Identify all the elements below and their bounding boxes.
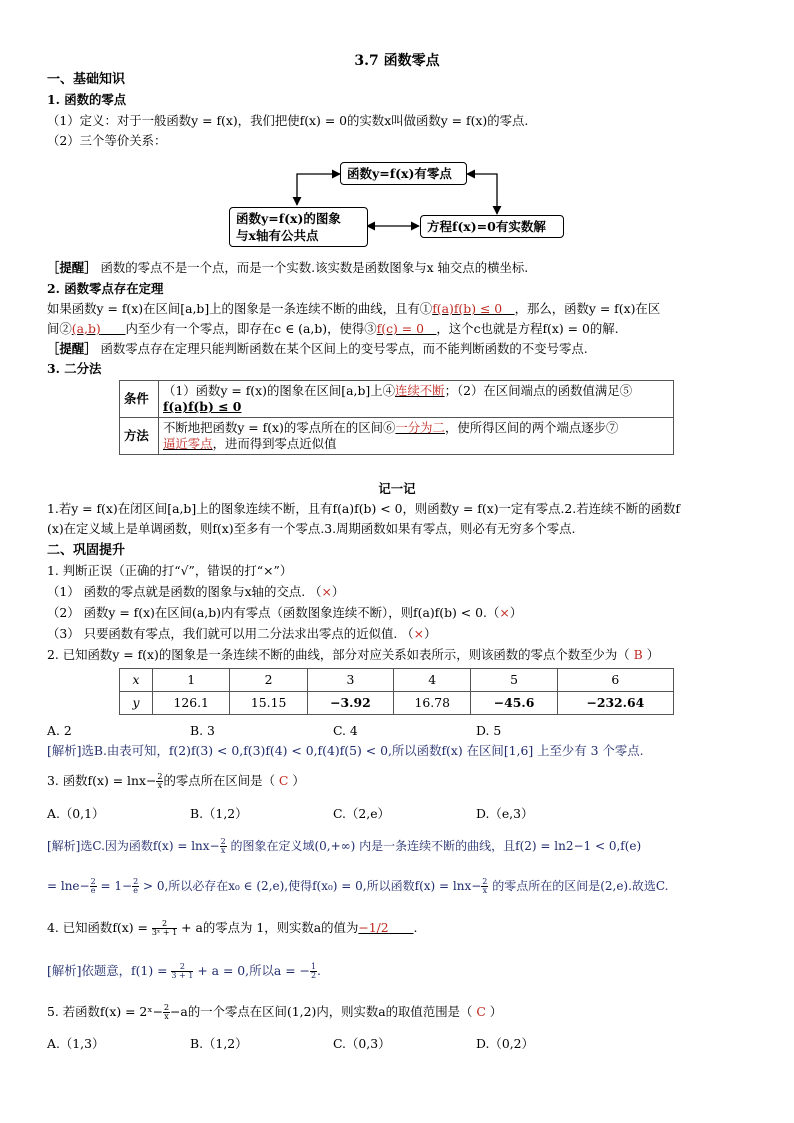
- question-3: [47, 773, 305, 790]
- theorem-line-2-text-c: ，这个c也就是方程f(x) = 0的解.: [436, 321, 619, 336]
- q3-text-a: 3. 函数f(x) = lnx−: [47, 773, 157, 788]
- q5-text-b: −a的一个零点在区间(1,2)内，则实数a的取值范围是（: [170, 1004, 473, 1019]
- q5-option-c: C.（0,3）: [333, 1036, 391, 1051]
- theorem-line-2-text: 间②: [47, 321, 72, 336]
- equivalence-diagram: [0, 0, 794, 260]
- q5-text-a: 5. 若函数f(x) = 2ˣ−: [47, 1004, 163, 1019]
- method-cell: [159, 418, 674, 455]
- theorem-line-2: [47, 321, 619, 337]
- q4-an-fraction-2: [310, 963, 317, 980]
- y-cell: 16.78: [394, 692, 471, 715]
- q3-an2-frac1-den: e: [90, 886, 96, 895]
- tip-2: [47, 341, 588, 357]
- x-cell: 3: [307, 669, 393, 692]
- q3-an2-text-d: 的零点所在的区间是(2,e).故选C.: [488, 879, 669, 893]
- q2-option-b: B. 3: [190, 723, 215, 738]
- tip-2-text: 函数零点存在定理只能判断函数在某个区间上的变号零点，而不能判断函数的不变号零点.: [96, 341, 588, 356]
- condition-label: 条件: [120, 381, 159, 418]
- q4-an-text-a: [解析]依题意，f(1) =: [47, 963, 172, 978]
- heading-zero-point: 1. 函数的零点: [47, 92, 127, 107]
- y-cell: 126.1: [153, 692, 230, 715]
- q3-answer: C: [278, 773, 289, 788]
- q3-an2-text-a: = lne−: [47, 879, 90, 893]
- q4-an-text-b: + a = 0,所以a = −: [193, 963, 310, 978]
- q3-an2-frac2-num: 2: [133, 877, 139, 886]
- blank-1: f(a)f(b) ≤ 0: [432, 301, 503, 316]
- q3-an2-frac1-num: 2: [90, 877, 96, 886]
- q4-end: .: [413, 920, 418, 935]
- theorem-line-1: [47, 301, 660, 317]
- q5-answer: C: [476, 1004, 486, 1019]
- condition-text-a: （1）函数y = f(x)的图象在区间[a,b]上④: [163, 383, 395, 398]
- q4-answer: −1/2: [358, 920, 389, 935]
- q4-an-frac-den: 3 + 1: [171, 971, 194, 980]
- arrow-top-left: [297, 174, 340, 205]
- blank-3: f(c) = 0: [376, 321, 425, 336]
- q4-frac-num: 2: [152, 920, 177, 929]
- blank-7: 逼近零点: [163, 436, 213, 451]
- x-cell: 1: [153, 669, 230, 692]
- q1-item-3-text: （3） 只要函数有零点，我们就可以用二分法求出零点的近似值. （: [47, 626, 414, 641]
- method-text-b: ，使所得区间的两个端点逐步⑦: [444, 420, 619, 435]
- x-cell: 2: [230, 669, 307, 692]
- blank-6: 一分为二: [395, 420, 445, 435]
- q4-frac-den: 3ˣ + 1: [151, 928, 178, 937]
- blank-4: 连续不断: [395, 383, 445, 398]
- diagram-left-line2: 与x轴有公共点: [236, 228, 319, 243]
- memo-line-1: 1.若y = f(x)在闭区间[a,b]上的图象连续不断，且有f(a)f(b) < 0，则函数y = f(x)一定有零点.2.若连续不断的函数f: [47, 501, 680, 516]
- method-label: 方法: [120, 418, 159, 455]
- q3-an2-frac3-num: 2: [482, 877, 488, 886]
- theorem-line-1-text: 如果函数y = f(x)在区间[a,b]上的图象是一条连续不断的曲线，且有①: [47, 301, 433, 316]
- values-row-x: [120, 669, 674, 692]
- q5-fraction: [163, 1004, 170, 1021]
- question-4: [47, 920, 417, 937]
- q3-an1-frac-num: 2: [220, 837, 226, 846]
- section-heading-practice: 二、巩固提升: [47, 543, 126, 558]
- y-cell: 15.15: [230, 692, 307, 715]
- values-row-y: [120, 692, 674, 715]
- q2-text: 2. 已知函数y = f(x)的图象是一条连续不断的曲线，部分对应关系如表所示，则该函数的零点个数至少为（: [47, 647, 630, 662]
- condition-cell: [159, 381, 674, 418]
- tip-1-tag: ［提醒］: [47, 260, 97, 275]
- bisection-table: [119, 380, 674, 455]
- question-2: [47, 647, 659, 663]
- q1-item-1: [47, 584, 344, 600]
- q3-an1-text-a: [解析]选C.因为函数f(x) = lnx−: [47, 839, 220, 853]
- heading-bisection: 3. 二分法: [47, 361, 102, 376]
- equivalence-intro: （2）三个等价关系：: [47, 133, 167, 148]
- q1-item-1-end: ）: [331, 584, 345, 599]
- q2-option-c: C. 4: [333, 723, 358, 738]
- q1-item-1-text: （1） 函数的零点就是函数的图象与x轴的交点. （: [47, 584, 322, 599]
- q3-analysis-line-2: [47, 878, 669, 895]
- q3-an2-text-b: = 1−: [96, 879, 133, 893]
- y-cell: −232.64: [557, 692, 673, 715]
- q4-an-end: .: [317, 963, 321, 978]
- q3-option-b: B.（1,2）: [190, 806, 248, 821]
- memo-line-2: (x)在定义域上是单调函数，则f(x)至多有一个零点.3.周期函数如果有零点，则必有无穷多个零点.: [47, 521, 576, 536]
- q3-option-a: A.（0,1）: [47, 806, 105, 821]
- q4-an-frac-num: 2: [171, 963, 193, 972]
- q3-an1-fraction: [220, 838, 227, 855]
- condition-text-b: ；（2）在区间端点的函数值满足⑤: [444, 383, 633, 398]
- bisection-row-method: [120, 418, 674, 455]
- blank-2: (a,b): [71, 321, 101, 336]
- q1-item-3-answer: ×: [413, 626, 425, 641]
- x-cell: 5: [471, 669, 557, 692]
- q1-item-2-answer: ×: [499, 605, 510, 620]
- q3-option-c: C.（2,e）: [333, 806, 390, 821]
- q3-option-d: D.（e,3）: [476, 806, 534, 821]
- diagram-box-equation-solution: 方程f(x)=0有实数解: [420, 215, 564, 238]
- q2-end: ）: [646, 647, 660, 662]
- q3-an1-frac-den: x: [220, 846, 226, 855]
- q3-an2-fraction-1: [90, 878, 97, 895]
- q3-an2-text-c: > 0,所以必存在x₀ ∈ (2,e),使得f(x₀) = 0,所以函数f(x) = lnx−: [139, 879, 482, 893]
- method-text-c: ，进而得到零点近似值: [212, 436, 337, 451]
- y-label: y: [120, 692, 153, 715]
- theorem-line-2-text-b: 内至少有一个零点，即存在c ∈ (a,b)，使得③: [125, 321, 377, 336]
- q3-text-b: 的零点所在区间是（: [163, 773, 275, 788]
- q5-option-b: B.（1,2）: [190, 1036, 248, 1051]
- q1-item-2-end: ）: [509, 605, 523, 620]
- values-table: [119, 668, 674, 715]
- question-1: 1. 判断正误（正确的打“√”，错误的打“×”）: [47, 563, 293, 578]
- x-label: x: [120, 669, 153, 692]
- x-cell: 4: [394, 669, 471, 692]
- q4-analysis: [47, 963, 321, 980]
- q5-option-a: A.（1,3）: [47, 1036, 105, 1051]
- q4-an-frac2-den: 2: [310, 971, 317, 980]
- q2-analysis: [解析]选B.由表可知，f(2)f(3) < 0,f(3)f(4) < 0,f(4)f(5) < 0,所以函数f(x) 在区间[1,6] 上至少有 3 个零点.: [47, 743, 644, 758]
- q3-frac-num: 2: [157, 772, 163, 781]
- q4-an-frac2-num: 1: [310, 962, 317, 971]
- theorem-line-1-text-b: ，那么，函数y = f(x)在区: [514, 301, 661, 316]
- q1-item-3: [47, 626, 436, 642]
- q3-an2-frac2-den: e: [133, 886, 138, 895]
- memo-title: 记一记: [378, 481, 416, 496]
- q4-fraction: [152, 920, 177, 937]
- diagram-box-graph-intersects: [229, 207, 368, 247]
- q5-end: ）: [489, 1004, 503, 1019]
- y-cell: −3.92: [307, 692, 393, 715]
- q3-an2-frac3-den: x: [482, 886, 488, 895]
- q4-text-a: 4. 已知函数f(x) =: [47, 920, 152, 935]
- q5-frac-num: 2: [163, 1003, 170, 1012]
- q3-frac-den: x: [157, 781, 163, 790]
- q2-answer: B: [633, 647, 643, 662]
- tip-1: [47, 260, 528, 276]
- tip-1-text: 函数的零点不是一个点，而是一个实数.该实数是函数图象与x 轴交点的横坐标.: [96, 260, 529, 275]
- q5-option-d: D.（0,2）: [476, 1036, 534, 1051]
- q3-an1-text-b: 的图象在定义域(0,+∞) 内是一条连续不断的曲线，且f(2) = ln2−1 < 0,f(e): [226, 839, 642, 853]
- diagram-box-has-zero: 函数y=f(x)有零点: [340, 162, 467, 185]
- tip-2-tag: ［提醒］: [47, 341, 97, 356]
- heading-existence-theorem: 2. 函数零点存在定理: [47, 281, 164, 296]
- q2-option-a: A. 2: [47, 723, 72, 738]
- method-text-a: 不断地把函数y = f(x)的零点所在的区间⑥: [163, 420, 396, 435]
- q3-analysis-line-1: [47, 838, 641, 855]
- q4-an-fraction: [171, 963, 193, 980]
- q1-item-1-answer: ×: [321, 584, 332, 599]
- diagram-left-line1: 函数y=f(x)的图象: [236, 211, 341, 226]
- q1-item-2: [47, 605, 522, 621]
- y-cell: −45.6: [471, 692, 557, 715]
- q2-option-d: D. 5: [476, 723, 502, 738]
- arrow-top-right: [467, 174, 497, 214]
- q1-item-3-end: ）: [424, 626, 437, 641]
- page-title: 3.7 函数零点: [354, 53, 440, 69]
- blank-5: f(a)f(b) ≤ 0: [163, 399, 242, 414]
- bisection-row-condition: [120, 381, 674, 418]
- question-5: [47, 1004, 502, 1021]
- section-heading-basics: 一、基础知识: [47, 72, 126, 87]
- definition-text: （1）定义：对于一般函数y = f(x)，我们把使f(x) = 0的实数x叫做函数y = f(x)的零点.: [47, 113, 529, 128]
- q3-end: ）: [292, 773, 305, 788]
- q4-text-b: + a的零点为 1，则实数a的值为: [177, 920, 359, 935]
- x-cell: 6: [557, 669, 673, 692]
- q5-frac-den: x: [164, 1012, 169, 1021]
- q1-item-2-text: （2） 函数y = f(x)在区间(a,b)内有零点（函数图象连续不断），则f(a)f(b) < 0.（: [47, 605, 500, 620]
